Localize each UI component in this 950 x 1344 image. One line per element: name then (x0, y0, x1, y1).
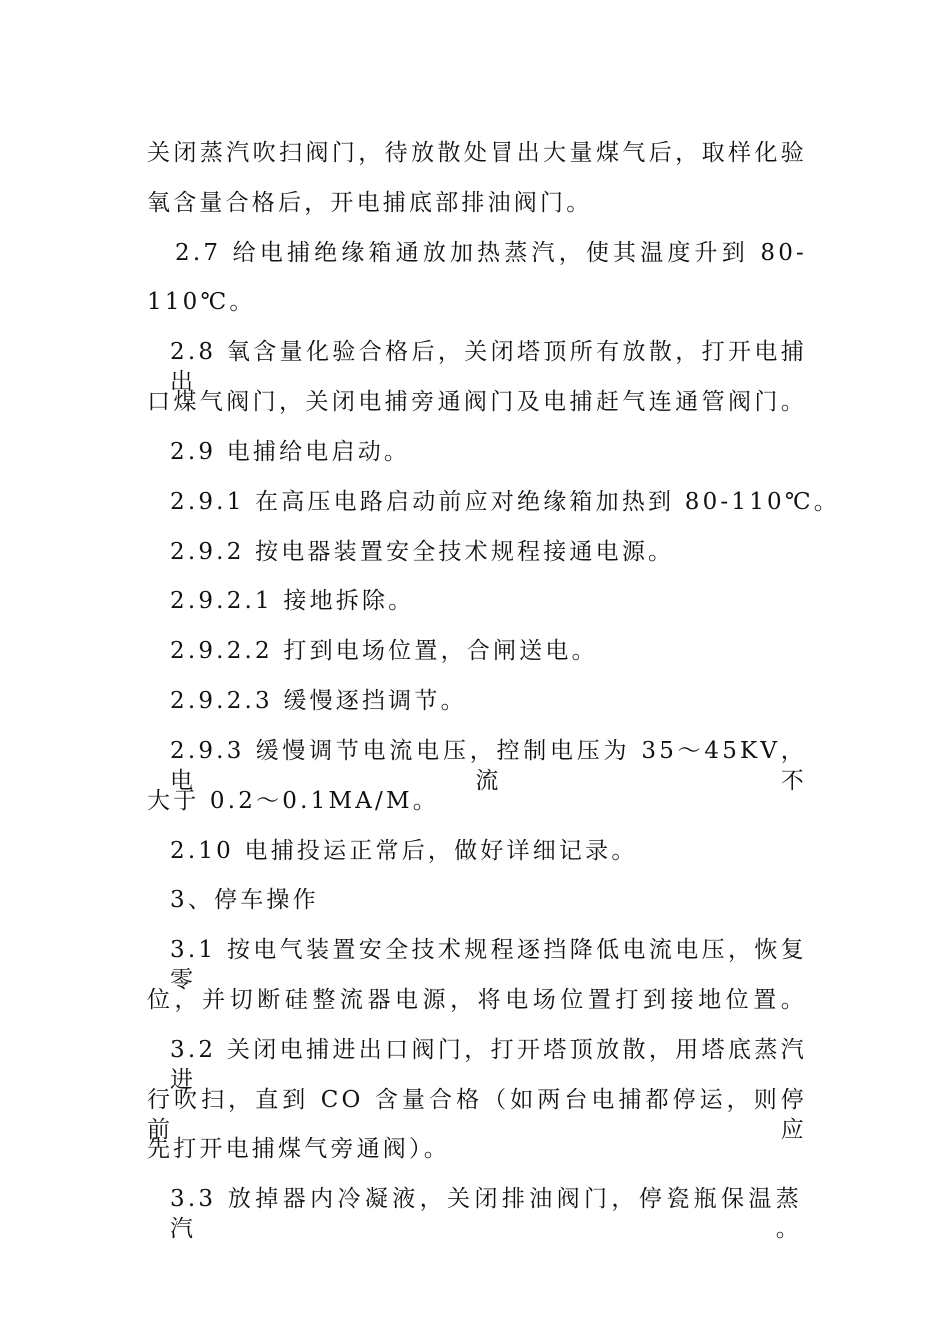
text-line: 2.9.2.2 打到电场位置，合闸送电。 (170, 638, 598, 664)
text-line: 2.9.2.1 接地拆除。 (170, 588, 415, 614)
text-line: 2.9.2.3 缓慢逐挡调节。 (170, 688, 467, 714)
text-line: 大于 0.2～0.1MA/M。 (147, 788, 439, 814)
text-line: 3.3 放掉器内冷凝液，关闭排油阀门，停瓷瓶保温蒸汽。 (170, 1186, 802, 1242)
text-line: 3.1 按电气装置安全技术规程逐挡降低电流电压，恢复零 (170, 937, 807, 993)
text-line: 2.9.2 按电器装置安全技术规程接通电源。 (170, 539, 675, 565)
text-line: 2.9.1 在高压电路启动前应对绝缘箱加热到 80-110℃。 (170, 489, 841, 515)
text-line: 2.8 氧含量化验合格后，关闭塔顶所有放散，打开电捕出 (170, 339, 807, 395)
text-line: 110℃。 (147, 289, 256, 315)
text-line: 2.7 给电捕绝缘箱通放加热蒸汽，使其温度升到 80- (175, 240, 807, 266)
text-line: 位，并切断硅整流器电源，将电场位置打到接地位置。 (147, 987, 807, 1013)
text-line: 2.10 电捕投运正常后，做好详细记录。 (170, 838, 638, 864)
text-line: 3.2 关闭电捕进出口阀门，打开塔顶放散，用塔底蒸汽进 (170, 1037, 807, 1093)
text-line: 关闭蒸汽吹扫阀门，待放散处冒出大量煤气后，取样化验 (147, 140, 807, 166)
text-line: 氧含量合格后，开电捕底部排油阀门。 (147, 190, 593, 216)
text-line: 3、停车操作 (170, 887, 319, 913)
text-line: 2.9 电捕给电启动。 (170, 439, 411, 465)
text-line: 2.9.3 缓慢调节电流电压，控制电压为 35～45KV，电流不 (170, 738, 807, 794)
text-line: 先打开电捕煤气旁通阀）。 (147, 1136, 450, 1162)
text-line: 行吹扫，直到 CO 含量合格（如两台电捕都停运，则停前应 (147, 1087, 807, 1143)
text-line: 口煤气阀门，关闭电捕旁通阀门及电捕赶气连通管阀门。 (147, 389, 807, 415)
